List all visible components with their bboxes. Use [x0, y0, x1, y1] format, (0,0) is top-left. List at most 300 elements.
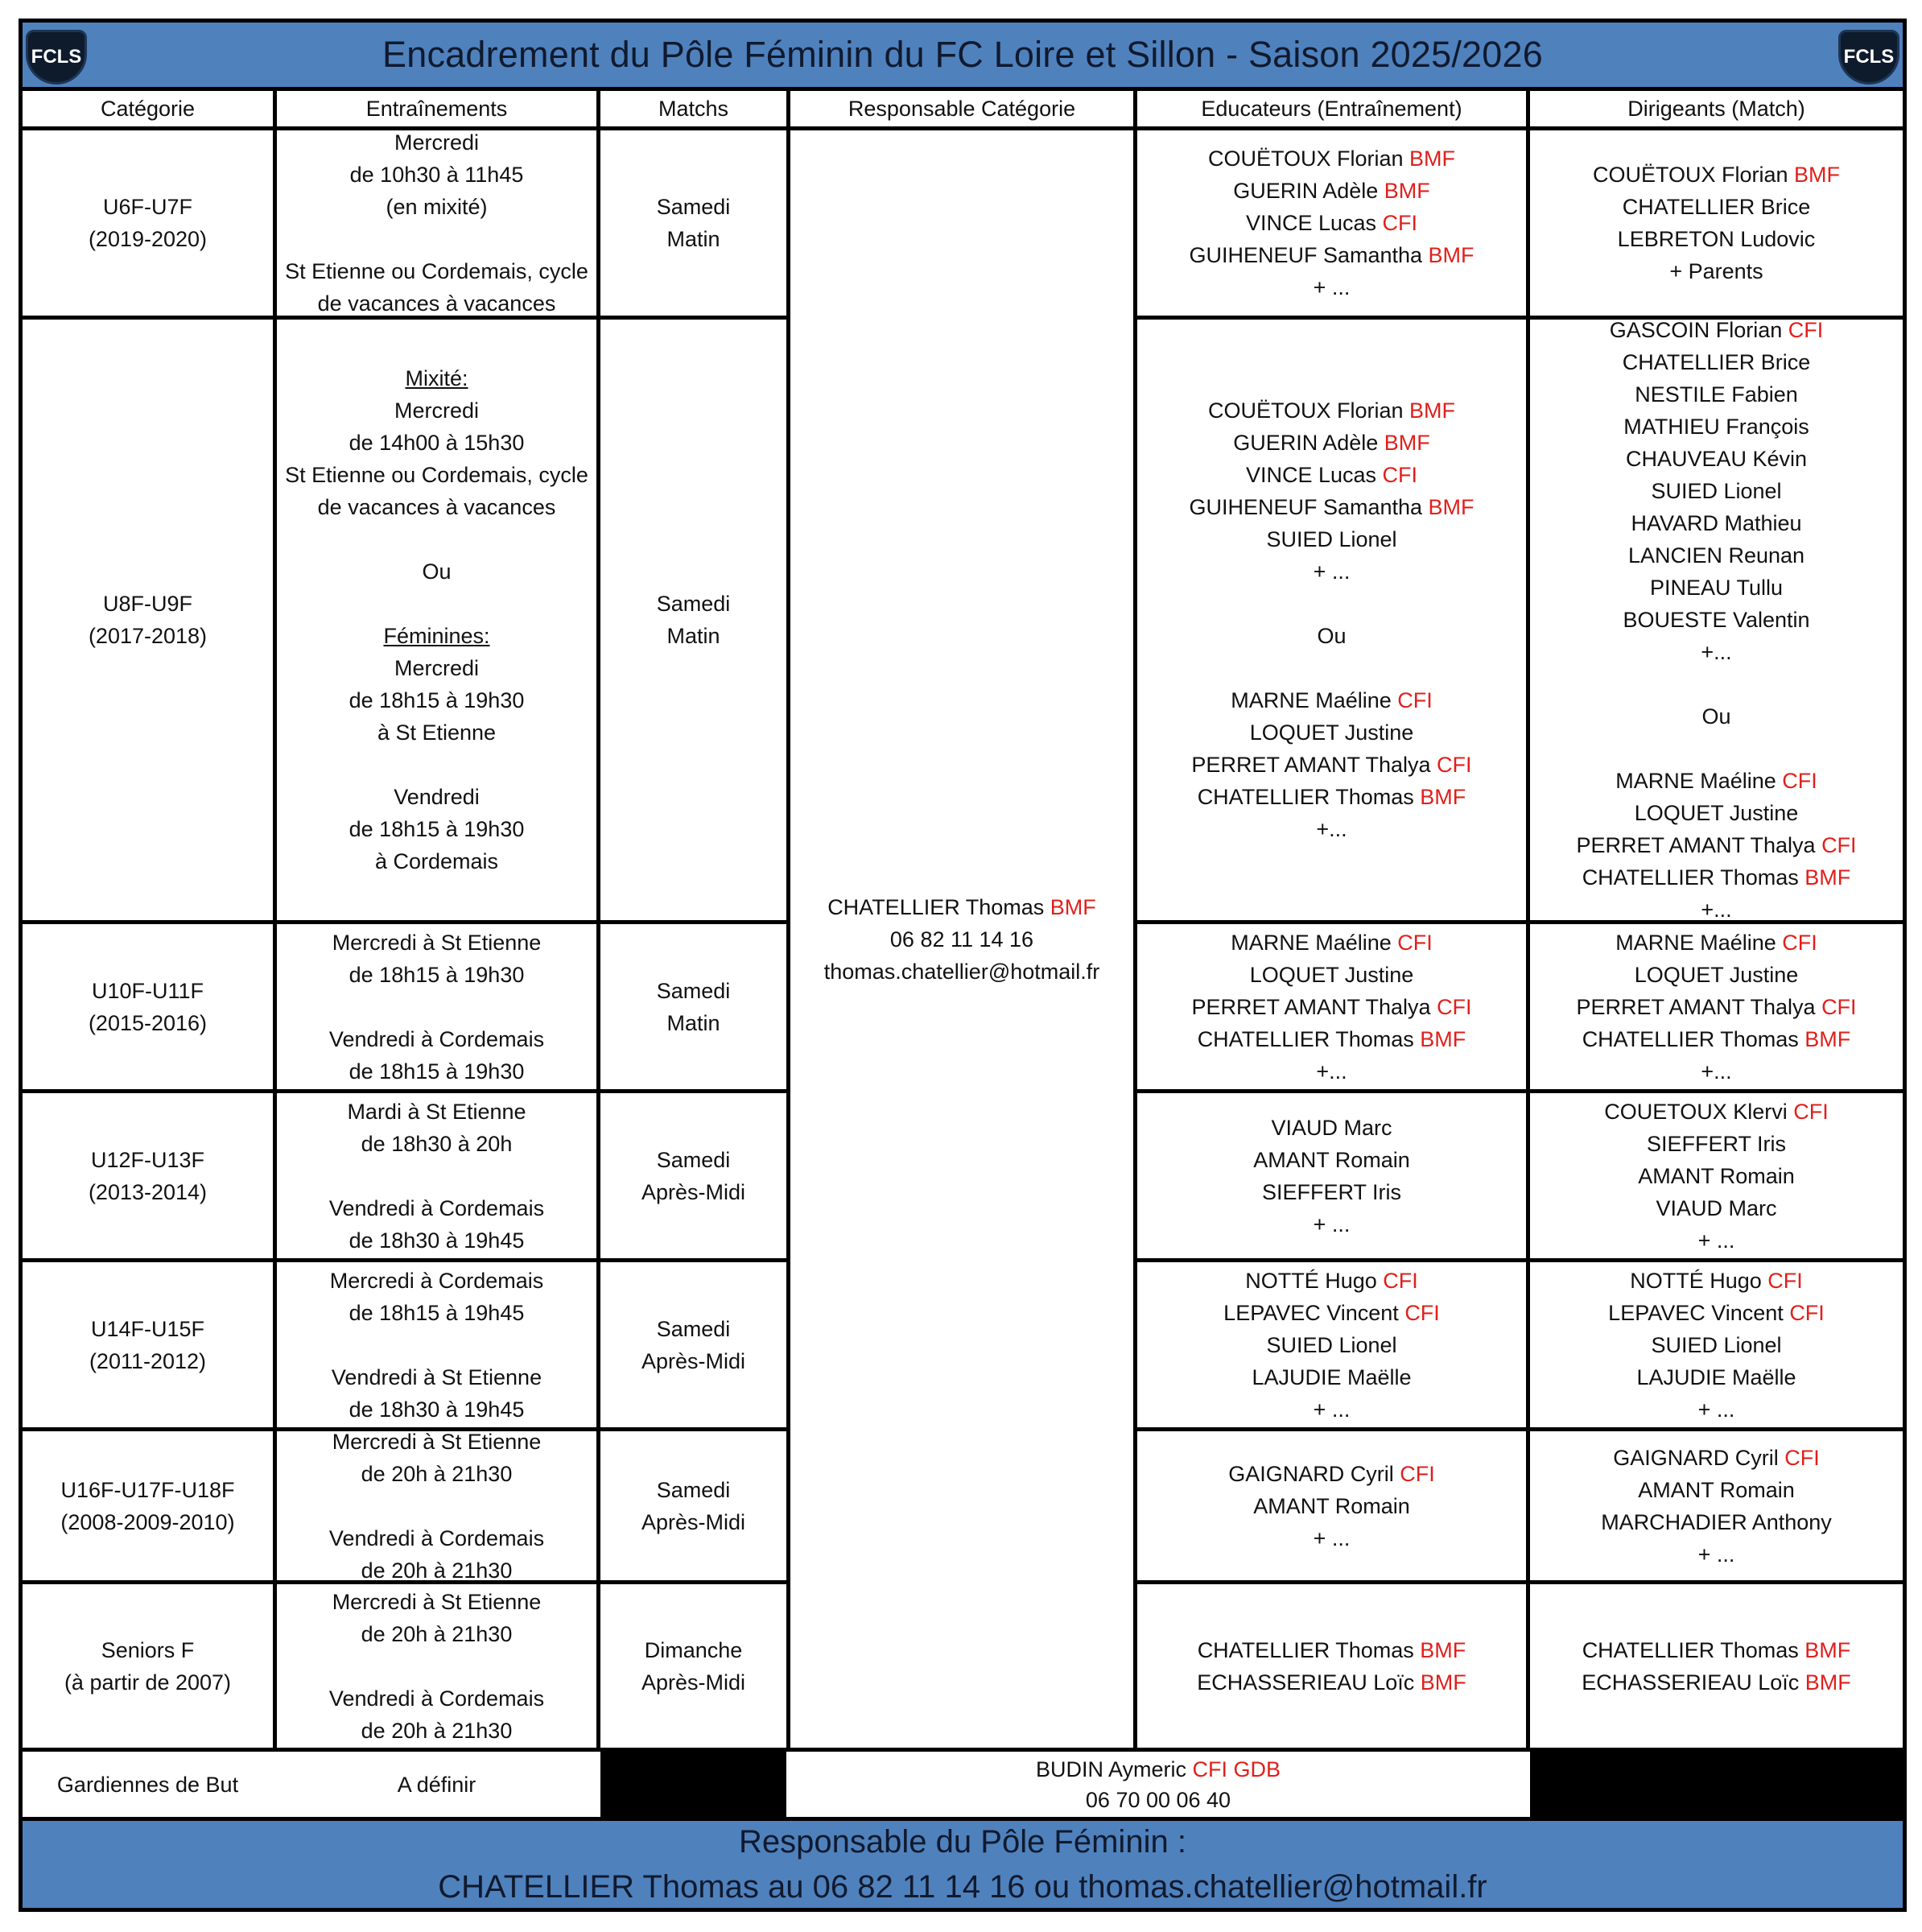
diploma-badge: CFI: [1782, 930, 1817, 955]
category-manager-cell: [790, 130, 1133, 1748]
training-cell: [277, 1431, 596, 1580]
educators-cell: [1137, 320, 1526, 920]
person-name: GAIGNARD Cyril: [1613, 1445, 1779, 1470]
person-name: GASCOIN Florian: [1609, 320, 1783, 342]
column-header-label: Educateurs (Entraînement): [1201, 97, 1462, 121]
person-name: +...: [1701, 640, 1732, 664]
diploma-badge: BMF: [1420, 1026, 1466, 1051]
diploma-badge: CFI: [1793, 1099, 1829, 1124]
diploma-badge: CFI: [1382, 211, 1418, 235]
diploma-badge: CFI: [1782, 769, 1817, 793]
diploma-badge: BMF: [1804, 1637, 1851, 1662]
educators-cell: [1137, 1093, 1526, 1258]
diploma-badge: CFI: [1789, 1300, 1825, 1325]
text-line: à St Etienne: [377, 720, 497, 745]
text-line: de 18h15 à 19h45: [349, 1300, 525, 1325]
person-line: [1208, 394, 1455, 427]
person-line: [1582, 861, 1851, 894]
person-name: MARNE Maéline: [1231, 688, 1392, 712]
person-name: NESTILE Fabien: [1635, 382, 1798, 407]
text-line: Vendredi: [394, 785, 480, 809]
diploma-badge: CFI: [1397, 930, 1433, 955]
column-header: [1530, 91, 1903, 126]
person-name: AMANT Romain: [1638, 1477, 1795, 1502]
text-line: Mercredi à St Etienne: [332, 1589, 542, 1614]
text-line: de 18h30 à 19h45: [349, 1228, 525, 1253]
text-line: Matin: [666, 227, 720, 251]
person-name: + ...: [1697, 1228, 1735, 1253]
person-line: [1698, 1393, 1735, 1426]
text-line: Après-Midi: [641, 1179, 746, 1204]
person-name: MARNE Maéline: [1615, 769, 1776, 793]
person-line: [1631, 507, 1801, 539]
text-line: Vendredi à Cordemais: [328, 1195, 545, 1220]
person-name: HAVARD Mathieu: [1631, 511, 1802, 535]
person-name: + Parents: [1669, 259, 1763, 283]
diploma-badge: BMF: [1804, 865, 1851, 890]
person-name: SIEFFERT Iris: [1646, 1131, 1787, 1156]
training-cell: [277, 320, 596, 920]
person-line: [1314, 1393, 1351, 1426]
person-name: LANCIEN Reunan: [1627, 543, 1805, 568]
manager-email[interactable]: thomas.chatellier@hotmail.fr: [823, 959, 1100, 984]
person-name: GAIGNARD Cyril: [1228, 1461, 1394, 1486]
text-line: Matin: [666, 1010, 720, 1035]
diploma-badge: CFI: [1767, 1268, 1803, 1293]
training-cell: [277, 130, 596, 316]
diploma-badge: BMF: [1428, 243, 1474, 267]
managers-cell: [1530, 1584, 1903, 1748]
person-line: [1252, 1361, 1411, 1393]
person-name: + ...: [1313, 1397, 1351, 1422]
person-line: [1198, 781, 1466, 813]
goalkeepers-category: Gardiennes de But: [56, 1772, 239, 1797]
person-line: [1266, 523, 1396, 555]
person-line: [1582, 1023, 1851, 1055]
person-name: NOTTÉ Hugo: [1630, 1268, 1762, 1293]
text-line: Samedi: [656, 1147, 731, 1172]
diploma-badge: CFI: [1784, 1445, 1820, 1470]
text-line: Après-Midi: [641, 1509, 746, 1534]
person-line: [1191, 991, 1471, 1023]
column-header: [1137, 91, 1526, 126]
person-line: [1698, 1538, 1735, 1571]
text-line: Vendredi à Cordemais: [328, 1686, 545, 1711]
person-line: [1208, 142, 1455, 175]
text-line: Féminines:: [383, 624, 490, 648]
person-name: PERRET AMANT Thalya: [1576, 833, 1816, 857]
text-line: de 18h30 à 19h45: [349, 1397, 525, 1422]
club-logo-right: FCLS: [1838, 30, 1899, 85]
managers-cell: [1530, 1262, 1903, 1427]
person-line: [1314, 271, 1351, 303]
person-line: [1576, 829, 1856, 861]
diploma-badge: CFI: [1397, 688, 1433, 712]
manager-diploma: BMF: [1050, 894, 1096, 919]
person-line: [1262, 1176, 1401, 1208]
person-name: AMANT Romain: [1638, 1163, 1795, 1188]
person-name: SUIED Lionel: [1266, 1332, 1397, 1357]
person-line: [1228, 1458, 1435, 1490]
person-line: [1608, 1297, 1825, 1329]
diploma-badge: BMF: [1804, 1670, 1851, 1695]
matches-cell: [600, 1093, 786, 1258]
text-line: Après-Midi: [641, 1670, 746, 1695]
diploma-badge: BMF: [1794, 163, 1841, 187]
footer-line-2: CHATELLIER Thomas au 06 82 11 14 16 ou thomas.chatellier@hotmail.fr: [438, 1869, 1487, 1905]
text-line: St Etienne ou Cordemais, cycle: [285, 259, 588, 283]
person-line: [1623, 411, 1809, 443]
educators-cell: [1137, 130, 1526, 316]
person-name: + ...: [1313, 559, 1351, 584]
person-name: COUËTOUX Florian: [1592, 163, 1788, 187]
diploma-badge: BMF: [1420, 1637, 1466, 1662]
goalkeepers-coach-diploma: CFI GDB: [1192, 1757, 1281, 1781]
person-line: [1615, 765, 1817, 797]
diploma-badge: CFI: [1821, 994, 1857, 1019]
person-name: LAJUDIE Maëlle: [1636, 1364, 1796, 1389]
diploma-badge: CFI: [1404, 1300, 1440, 1325]
person-line: [1613, 1442, 1820, 1474]
text-line: (2019-2020): [88, 227, 208, 251]
person-name: LOQUET Justine: [1249, 720, 1414, 745]
text-line: U8F-U9F: [102, 592, 192, 616]
educators-cell: [1137, 1262, 1526, 1427]
person-name: + ...: [1313, 1212, 1351, 1236]
person-name: +...: [1701, 898, 1732, 920]
goalkeepers-managers-blank: [1530, 1752, 1903, 1817]
text-line: de 10h30 à 11h45: [349, 163, 524, 187]
person-name: LOQUET Justine: [1249, 962, 1414, 987]
person-line: [1701, 894, 1731, 920]
person-name: PINEAU Tullu: [1649, 576, 1784, 600]
diploma-badge: CFI: [1821, 833, 1857, 857]
text-line: Vendredi à Cordemais: [328, 1525, 545, 1550]
person-line: [1651, 475, 1781, 507]
person-name: LOQUET Justine: [1634, 801, 1799, 825]
diploma-badge: CFI: [1383, 1268, 1418, 1293]
person-line: [1651, 1329, 1781, 1361]
text-line: Mercredi: [394, 130, 480, 155]
text-line: Mercredi à Cordemais: [329, 1268, 544, 1293]
goalkeepers-training-cell: [277, 1752, 596, 1817]
person-line: [1630, 1265, 1803, 1297]
person-line: [1623, 346, 1811, 378]
person-name: CHATELLIER Thomas: [1197, 1026, 1414, 1051]
goalkeepers-matches-blank: [600, 1752, 786, 1817]
goalkeepers-training: A définir: [397, 1772, 476, 1797]
column-header: [277, 91, 596, 126]
person-line: [1638, 1160, 1795, 1192]
diploma-badge: CFI: [1437, 994, 1472, 1019]
text-line: (2015-2016): [88, 1010, 208, 1035]
column-header-label: Entraînements: [365, 97, 508, 121]
person-line: [1253, 1144, 1410, 1176]
person-name: MARCHADIER Anthony: [1601, 1509, 1832, 1534]
person-line: [1246, 207, 1417, 239]
text-line: (2013-2014): [88, 1179, 208, 1204]
matches-cell: [600, 1262, 786, 1427]
person-line: [1618, 223, 1816, 255]
diploma-badge: BMF: [1409, 147, 1456, 171]
text-line: Vendredi à Cordemais: [328, 1026, 545, 1051]
person-line: [1635, 959, 1799, 991]
person-name: SUIED Lionel: [1651, 479, 1782, 503]
person-name: PERRET AMANT Thalya: [1191, 753, 1431, 777]
text-line: Seniors F: [101, 1637, 195, 1662]
person-line: [1231, 684, 1433, 716]
text-line: de 18h15 à 19h30: [349, 1059, 525, 1084]
person-line: [1231, 927, 1433, 959]
text-line: Ou: [422, 559, 452, 584]
person-name: COUËTOUX Florian: [1207, 398, 1404, 423]
person-line: [1582, 1666, 1851, 1699]
person-line: [1314, 1522, 1351, 1554]
text-line: de 20h à 21h30: [361, 1718, 513, 1743]
text-line: Samedi: [656, 1316, 731, 1341]
person-line: [1635, 797, 1799, 829]
goalkeepers-coach-phone: 06 70 00 06 40: [1085, 1787, 1231, 1812]
managers-cell: [1530, 1093, 1903, 1258]
person-name: CHATELLIER Thomas: [1582, 1637, 1799, 1662]
text-line: de 18h15 à 19h30: [349, 817, 525, 841]
person-name: LEPAVEC Vincent: [1608, 1300, 1784, 1325]
text-line: St Etienne ou Cordemais, cycle: [285, 463, 588, 487]
person-line: [1623, 191, 1811, 223]
text-line: (en mixité): [386, 195, 488, 219]
goalkeepers-category-cell: [23, 1752, 273, 1817]
person-name: LEPAVEC Vincent: [1223, 1300, 1399, 1325]
footer-banner: [23, 1821, 1903, 1908]
text-line: Samedi: [656, 1477, 731, 1502]
person-line: [1314, 555, 1351, 588]
text-line: Après-Midi: [641, 1348, 746, 1373]
category-cell: [23, 1262, 273, 1427]
person-name: SUIED Lionel: [1651, 1332, 1782, 1357]
category-cell: [23, 1584, 273, 1748]
person-line: [1582, 1634, 1851, 1666]
category-cell: [23, 924, 273, 1089]
person-line: [1189, 239, 1474, 271]
goalkeepers-coach-name: BUDIN Aymeric: [1035, 1757, 1186, 1781]
person-line: [1197, 1666, 1466, 1699]
person-name: GUERIN Adèle: [1233, 179, 1379, 203]
person-line: [1317, 620, 1346, 652]
person-name: LEBRETON Ludovic: [1617, 227, 1816, 251]
category-cell: [23, 320, 273, 920]
text-line: U6F-U7F: [102, 195, 192, 219]
person-line: [1245, 1265, 1418, 1297]
diploma-badge: CFI: [1382, 463, 1418, 487]
text-line: Mercredi à St Etienne: [332, 930, 542, 955]
footer-line-1: Responsable du Pôle Féminin :: [739, 1824, 1186, 1860]
column-header-label: Matchs: [658, 97, 729, 121]
person-name: CHATELLIER Thomas: [1197, 1637, 1414, 1662]
managers-cell: [1530, 130, 1903, 316]
text-line: de 18h15 à 19h30: [349, 688, 525, 712]
person-name: GUIHENEUF Samantha: [1189, 495, 1423, 519]
column-header-label: Dirigeants (Match): [1627, 97, 1805, 121]
person-name: AMANT Romain: [1253, 1147, 1410, 1172]
person-line: [1628, 539, 1804, 572]
person-name: AMANT Romain: [1253, 1493, 1410, 1518]
person-name: VINCE Lucas: [1245, 211, 1377, 235]
person-line: [1638, 1474, 1795, 1506]
diploma-badge: BMF: [1428, 495, 1474, 519]
text-line: (2008-2009-2010): [60, 1509, 235, 1534]
matches-cell: [600, 924, 786, 1089]
person-name: + ...: [1697, 1542, 1735, 1567]
text-line: Vendredi à St Etienne: [331, 1364, 542, 1389]
diploma-badge: BMF: [1804, 1026, 1851, 1051]
person-line: [1253, 1490, 1410, 1522]
person-line: [1316, 813, 1347, 845]
person-name: PERRET AMANT Thalya: [1191, 994, 1431, 1019]
person-name: LAJUDIE Maëlle: [1252, 1364, 1412, 1389]
educators-cell: [1137, 1431, 1526, 1580]
person-name: COUËTOUX Florian: [1207, 147, 1404, 171]
text-line: (2011-2012): [89, 1348, 207, 1373]
category-cell: [23, 130, 273, 316]
person-line: [1635, 378, 1798, 411]
person-line: [1576, 991, 1856, 1023]
training-cell: [277, 1584, 596, 1748]
text-line: de vacances à vacances: [317, 495, 556, 519]
person-line: [1623, 604, 1809, 636]
person-line: [1198, 1023, 1466, 1055]
person-name: CHATELLIER Thomas: [1582, 1026, 1799, 1051]
person-line: [1198, 1634, 1466, 1666]
person-line: [1191, 749, 1471, 781]
diploma-badge: BMF: [1420, 785, 1466, 809]
manager-name: CHATELLIER Thomas: [827, 894, 1045, 919]
educators-cell: [1137, 924, 1526, 1089]
person-name: CHATELLIER Brice: [1622, 195, 1811, 219]
person-name: GUERIN Adèle: [1233, 431, 1379, 455]
person-name: CHATELLIER Thomas: [1582, 865, 1799, 890]
text-line: de 14h00 à 15h30: [349, 431, 525, 455]
person-line: [1233, 427, 1430, 459]
person-name: GUIHENEUF Samantha: [1189, 243, 1423, 267]
text-line: Mercredi: [394, 398, 480, 423]
training-cell: [277, 1262, 596, 1427]
text-line: de vacances à vacances: [317, 291, 556, 316]
person-name: VIAUD Marc: [1656, 1195, 1777, 1220]
person-name: + ...: [1313, 1525, 1351, 1550]
text-line: de 20h à 21h30: [361, 1621, 513, 1646]
person-name: CHATELLIER Thomas: [1197, 785, 1414, 809]
goalkeepers-coach-cell: [790, 1752, 1526, 1817]
person-line: [1698, 1224, 1735, 1257]
person-line: [1223, 1297, 1440, 1329]
column-header: [600, 91, 786, 126]
person-line: [1701, 700, 1730, 733]
person-line: [1250, 959, 1414, 991]
schedule-table: [19, 19, 1907, 1912]
matches-cell: [600, 130, 786, 316]
person-line: [1615, 927, 1817, 959]
person-name: +...: [1701, 1059, 1732, 1084]
diploma-badge: CFI: [1400, 1461, 1435, 1486]
text-line: de 18h30 à 20h: [361, 1131, 513, 1156]
person-name: VIAUD Marc: [1271, 1115, 1392, 1140]
title-banner: [23, 23, 1903, 87]
column-header: [790, 91, 1133, 126]
text-line: Samedi: [656, 195, 731, 219]
training-cell: [277, 924, 596, 1089]
text-line: de 20h à 21h30: [361, 1461, 513, 1486]
person-line: [1266, 1329, 1396, 1361]
category-cell: [23, 1093, 273, 1258]
text-line: Mixité:: [405, 366, 468, 390]
person-name: + ...: [1313, 275, 1351, 299]
person-line: [1246, 459, 1417, 491]
text-line: Mardi à St Etienne: [347, 1099, 526, 1124]
person-name: MARNE Maéline: [1615, 930, 1776, 955]
person-line: [1593, 159, 1840, 191]
person-name: CHAUVEAU Kévin: [1625, 447, 1808, 471]
category-cell: [23, 1431, 273, 1580]
person-name: Ou: [1701, 704, 1731, 729]
column-header: [23, 91, 273, 126]
text-line: U10F-U11F: [91, 978, 204, 1003]
text-line: Mercredi: [394, 656, 480, 680]
person-line: [1656, 1192, 1776, 1224]
text-line: Samedi: [656, 978, 731, 1003]
diploma-badge: BMF: [1384, 179, 1430, 203]
person-line: [1189, 491, 1474, 523]
person-line: [1601, 1506, 1832, 1538]
person-line: [1636, 1361, 1796, 1393]
person-name: ECHASSERIEAU Loïc: [1197, 1670, 1415, 1695]
page-title: Encadrement du Pôle Féminin du FC Loire et Sillon - Saison 2025/2026: [382, 34, 1543, 75]
column-header-label: Responsable Catégorie: [848, 97, 1076, 121]
person-name: +...: [1316, 1059, 1347, 1084]
person-name: SIEFFERT Iris: [1261, 1179, 1402, 1204]
diploma-badge: CFI: [1437, 753, 1472, 777]
person-name: +...: [1316, 817, 1347, 841]
educators-cell: [1137, 1584, 1526, 1748]
person-line: [1316, 1055, 1347, 1088]
text-line: Mercredi à St Etienne: [332, 1431, 542, 1454]
person-name: BOUESTE Valentin: [1623, 608, 1810, 632]
person-name: SUIED Lionel: [1266, 527, 1397, 551]
managers-cell: [1530, 1431, 1903, 1580]
matches-cell: [600, 1431, 786, 1580]
person-name: CHATELLIER Brice: [1622, 350, 1811, 374]
person-name: NOTTÉ Hugo: [1245, 1268, 1377, 1293]
person-name: LOQUET Justine: [1634, 962, 1799, 987]
managers-cell: [1530, 320, 1903, 920]
diploma-badge: CFI: [1788, 320, 1824, 342]
person-line: [1669, 255, 1763, 287]
person-name: PERRET AMANT Thalya: [1576, 994, 1816, 1019]
text-line: U12F-U13F: [90, 1147, 205, 1172]
person-line: [1701, 636, 1731, 668]
diploma-badge: BMF: [1384, 431, 1430, 455]
training-cell: [277, 1093, 596, 1258]
person-line: [1626, 443, 1807, 475]
text-line: U16F-U17F-U18F: [60, 1477, 235, 1502]
matches-cell: [600, 320, 786, 920]
person-line: [1604, 1096, 1829, 1128]
text-line: à Cordemais: [374, 849, 499, 873]
text-line: de 20h à 21h30: [361, 1558, 513, 1580]
text-line: (à partir de 2007): [64, 1670, 232, 1695]
column-header-label: Catégorie: [100, 97, 196, 121]
person-line: [1647, 1128, 1786, 1160]
text-line: Dimanche: [644, 1637, 743, 1662]
